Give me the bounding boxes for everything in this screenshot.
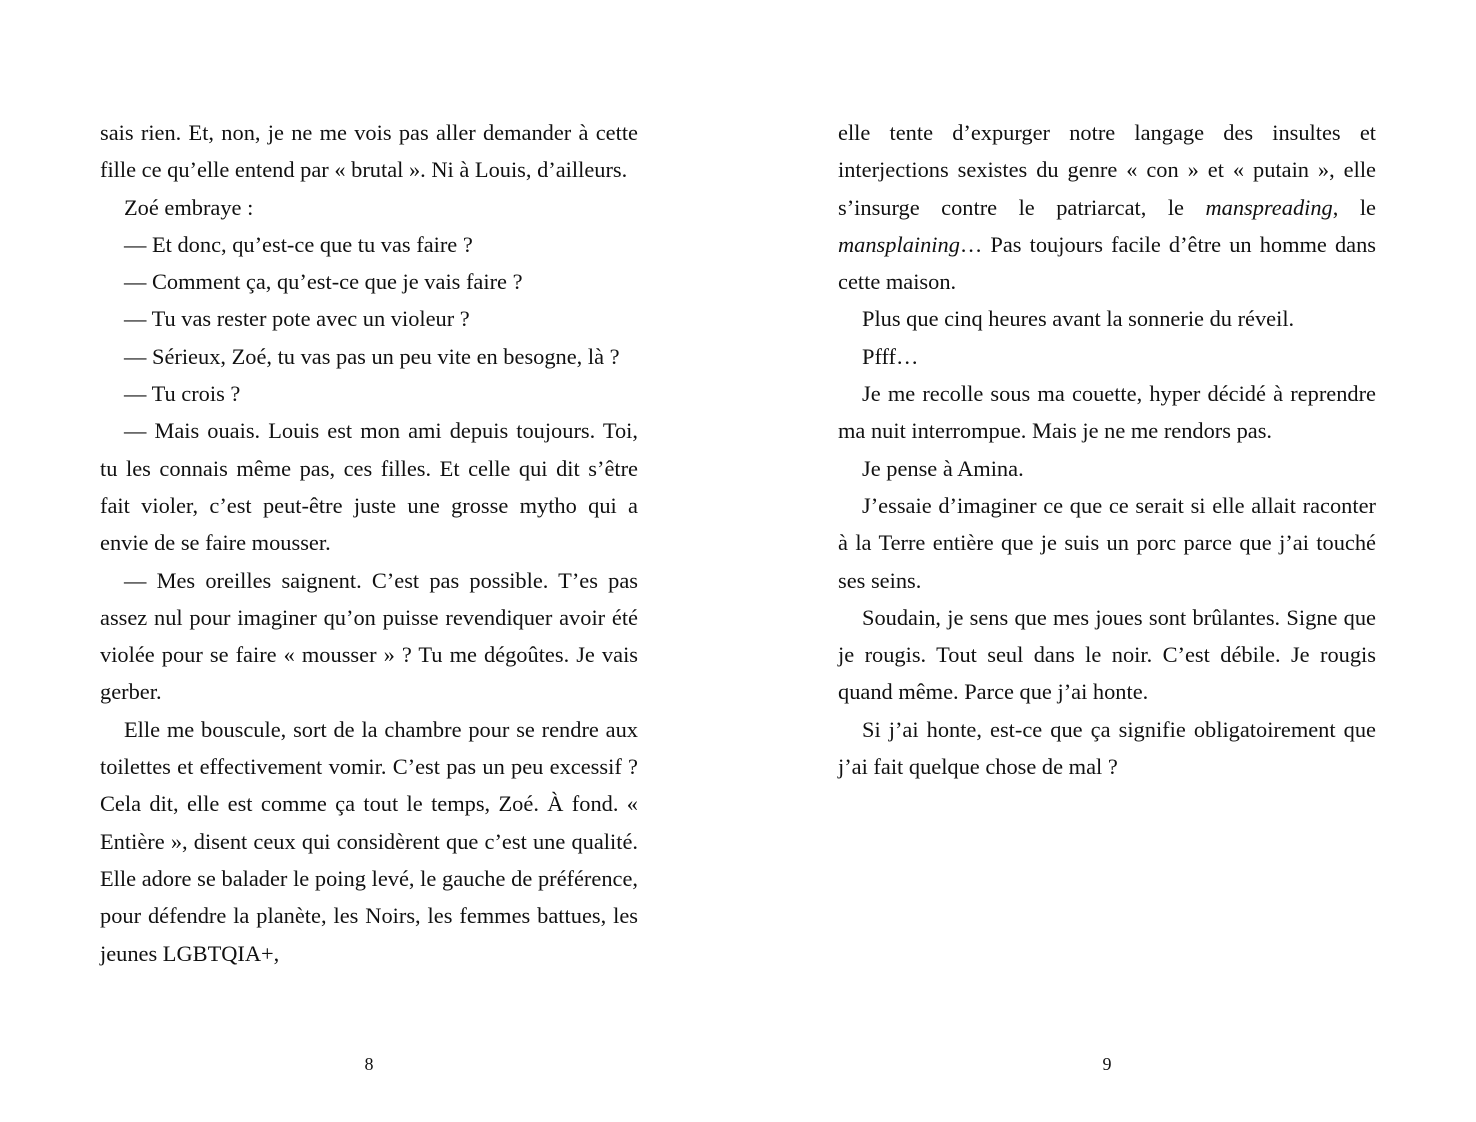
page-number-left: 8 <box>364 1054 374 1074</box>
paragraph: Si j’ai honte, est-ce que ça signifie obligatoirement que j’ai fait quelque chose de mal ? <box>838 716 1376 780</box>
dialogue-line: — Tu vas rester pote avec un violeur ? <box>124 306 470 332</box>
paragraph: Je me recolle sous ma couette, hyper décidé à reprendre ma nuit interrompue. Mais je ne me rendors pas. <box>838 381 1376 444</box>
dialogue-line: — Comment ça, qu’est-ce que je vais faire ? <box>124 269 523 295</box>
dialogue-line: — Et donc, qu’est-ce que tu vas faire ? <box>124 231 473 257</box>
paragraph: Je pense à Amina. <box>862 455 1024 481</box>
paragraph: sais rien. Et, non, je ne me vois pas aller demander à cette fille ce qu’elle entend par « brutal ». Ni à Louis, d’ailleurs. <box>100 120 638 183</box>
paragraph: J’essaie d’imaginer ce que ce serait si elle allait raconter à la Terre entière que je suis un porc parce que j’ai touché ses seins. <box>838 492 1376 593</box>
paragraph-text: … Pas toujours facile d’être un homme dans cette maison. <box>838 231 1376 295</box>
right-page <box>838 114 1376 1074</box>
dialogue-line: — Sérieux, Zoé, tu vas pas un peu vite en besogne, là ? <box>124 343 620 369</box>
paragraph-text: , le <box>1332 194 1376 220</box>
paragraph-text: elle tente d’expurger notre langage des insultes et interjections sexistes du genre « con » et « putain », elle s’insurge contre le patriarcat, le <box>838 120 1376 220</box>
page-number-right: 9 <box>1102 1054 1112 1074</box>
paragraph: Plus que cinq heures avant la sonnerie du réveil. <box>862 306 1295 332</box>
paragraph: Elle me bouscule, sort de la chambre pour se rendre aux toilettes et effectivement vomir. C’est pas un peu excessif ? Cela dit, elle est comme ça tout le temps, Zoé. À fond. « Entière », disent ceux qui considèrent que c’est une qualité. Elle adore se balader le poing levé, le gauche de préférence, pour défendre la planète, les Noirs, les femmes battues, les jeunes LGBTQIA+, <box>100 716 638 966</box>
right-page-text <box>838 114 1376 785</box>
paragraph: Pfff… <box>862 343 919 369</box>
dialogue-line: — Mes oreilles saignent. C’est pas possible. T’es pas assez nul pour imaginer qu’on puisse revendiquer avoir été violée pour se faire « mousser » ? Tu me dégoûtes. Je vais gerber. <box>100 567 638 705</box>
dialogue-line: — Tu crois ? <box>124 381 241 407</box>
left-page <box>100 114 638 1074</box>
paragraph <box>838 114 1376 300</box>
italic-term-manspreading: manspreading <box>1205 194 1333 220</box>
left-page-text <box>100 114 638 972</box>
dialogue-line: — Mais ouais. Louis est mon ami depuis toujours. Toi, tu les connais même pas, ces filles. Et celle qui dit s’être fait violer, c’est peut-être juste une grosse mytho qui a envie de se faire mousser. <box>100 418 638 556</box>
paragraph: Soudain, je sens que mes joues sont brûlantes. Signe que je rougis. Tout seul dans le noir. C’est débile. Je rougis quand même. Parce que j’ai honte. <box>838 604 1376 705</box>
italic-term-mansplaining: mansplaining <box>838 231 960 257</box>
paragraph: Zoé embraye : <box>124 194 254 220</box>
